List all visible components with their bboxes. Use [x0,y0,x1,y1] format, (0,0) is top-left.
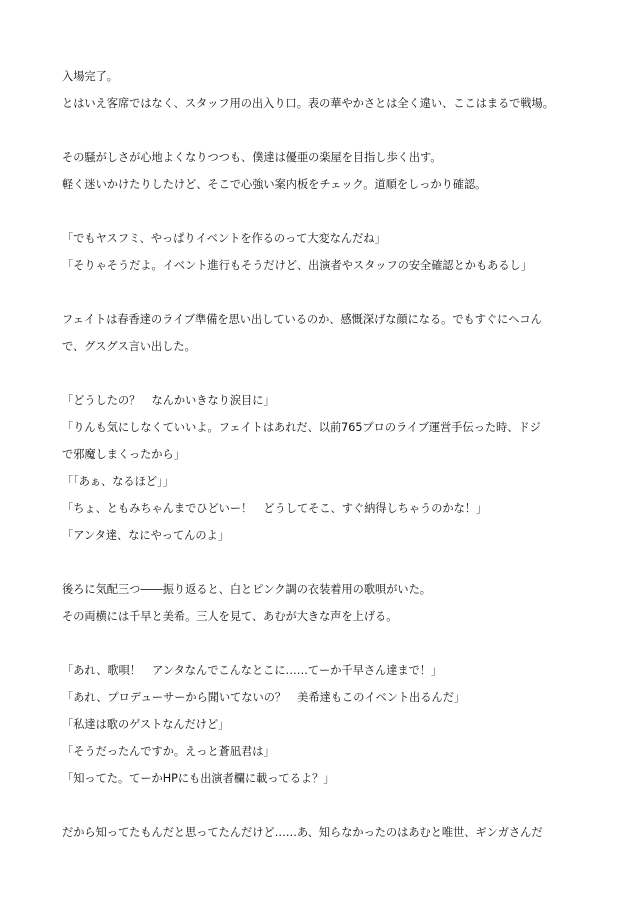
blank-line [62,630,582,657]
text-line: 「そりゃそうだよ。イベント進行もそうだけど、出演者やスタッフの安全確認とかもあるし」 [62,259,532,272]
blank-line [62,360,582,387]
text-line: 「あれ、プロデューサーから聞いてないの？ 美希達もこのイベント出るんだ」 [62,691,466,704]
text-line: 入場完了。 [62,70,118,83]
blank-line [62,792,582,819]
blank-line [62,279,582,306]
text-line: で邪魔しまくったから」 [62,448,185,461]
text-line: 「そうだったんですか。えっと蒼凪君は」 [62,745,275,758]
blank-line [62,198,582,225]
text-line: 「「あぁ、なるほど」」 [62,475,174,488]
document-body [62,63,582,846]
text-line: フェイトは春香達のライブ準備を思い出しているのか、感慨深げな顔になる。でもすぐにヘコん [62,313,542,326]
text-line: その両横には千早と美希。三人を見て、あむが大きな声を上げる。 [62,610,398,623]
text-line: で、グスグス言い出した。 [62,340,196,353]
text-line: 軽く迷いかけたりしたけど、そこで心強い案内板をチェック。道順をしっかり確認。 [62,178,487,191]
text-line: その騒がしさが心地よくなりつつも、僕達は優亜の楽屋を目指し歩く出す。 [62,151,442,164]
text-line: 「アンタ達、なにやってんのよ」 [62,529,229,542]
text-line: 「でもヤスフミ、やっぱりイベントを作るのって大変なんだね」 [62,232,386,245]
blank-line [62,117,582,144]
text-line: だから知ってたもんだと思ってたんだけど……あ、知らなかったのはあむと唯世、ギンガさんだ [62,826,543,839]
text-line: 「りんも気にしなくていいよ。フェイトはあれだ、以前765プロのライブ運営手伝った時、ドジ [62,421,541,434]
text-line: 「どうしたの？ なんかいきなり涙目に」 [62,394,275,407]
text-line: 後ろに気配三つ――振り返ると、白とピンク調の衣装着用の歌唄がいた。 [62,583,431,596]
text-line: とはいえ客席ではなく、スタッフ用の出入り口。表の華やかさとは全く違い、ここはまるで戦場。 [62,97,554,110]
text-line: 「知ってた。てーかHPにも出演者欄に載ってるよ？」 [62,772,335,785]
text-line: 「ちょ、ともみちゃんまでひどいー！ どうしてそこ、すぐ納得しちゃうのかな！」 [62,502,488,515]
text-line: 「あれ、歌唄！ アンタなんでこんなとこに……てーか千早さん達まで！」 [62,664,443,677]
blank-line [62,549,582,576]
text-line: 「私達は歌のゲストなんだけど」 [62,718,230,731]
